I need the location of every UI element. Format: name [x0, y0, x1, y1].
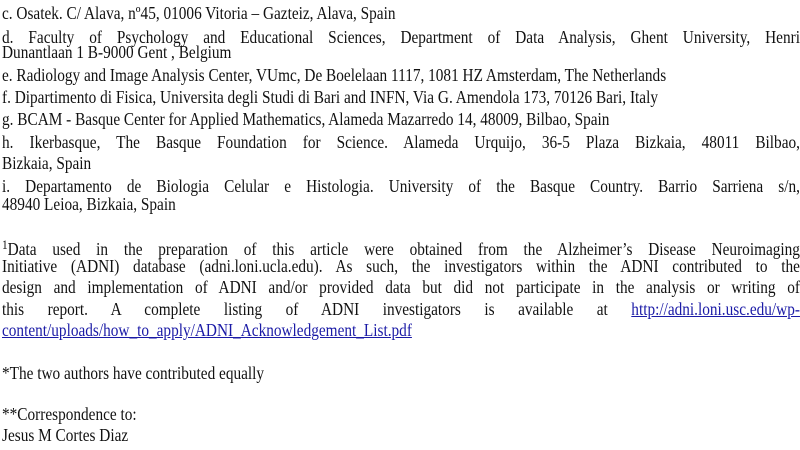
affiliation-i-line1: i. Departamento de Biologia Celular e Histologia. University of the Basque Country. Barrio Sarriena s/n,	[2, 176, 800, 196]
footnote-line4	[2, 299, 800, 319]
affiliation-h-line1: h. Ikerbasque, The Basque Foundation for Science. Alameda Urquijo, 36-5 Plaza Bizkaia, 48011 Bilbao,	[2, 132, 800, 152]
affiliation-e: e. Radiology and Image Analysis Center, VUmc, De Boelelaan 1117, 1081 HZ Amsterdam, The Netherlands	[2, 65, 667, 85]
equal-contribution-note: *The two authors have contributed equally	[2, 363, 265, 383]
correspondence-name: Jesus M Cortes Diaz	[2, 425, 129, 445]
affiliation-d-line2: Dunantlaan 1 B-9000 Gent , Belgium	[2, 42, 232, 62]
affiliation-i-line2: 48940 Leioa, Bizkaia, Spain	[2, 194, 176, 214]
footnote-marker: 1	[2, 237, 8, 252]
adni-link-part1[interactable]: http://adni.loni.usc.edu/wp-	[631, 299, 800, 319]
footnote-line5	[2, 320, 800, 340]
affiliation-f: f. Dipartimento di Fisica, Universita degli Studi di Bari and INFN, Via G. Amendola 173, 70126 Bari, Italy	[2, 87, 658, 107]
affiliation-h-line2: Bizkaia, Spain	[2, 153, 92, 173]
footnote-text: Data used in the preparation of this article were obtained from the Alzheimer’s Disease Neuroimaging	[7, 239, 800, 259]
adni-link-part2[interactable]: content/uploads/how_to_apply/ADNI_Acknowledgement_List.pdf	[2, 320, 412, 340]
correspondence-label: **Correspondence to:	[2, 404, 137, 424]
footnote-line2: Initiative (ADNI) database (adni.loni.ucla.edu). As such, the investigators within the ADNI contributed to the	[2, 256, 800, 276]
affiliation-g: g. BCAM - Basque Center for Applied Mathematics, Alameda Mazarredo 14, 48009, Bilbao, Spain	[2, 109, 610, 129]
footnote-line3: design and implementation of ADNI and/or provided data but did not participate in the analysis or writing of	[2, 277, 800, 297]
footnote-text: this report. A complete listing of ADNI investigators is available at	[2, 299, 608, 319]
affiliation-c: c. Osatek. C/ Alava, nº45, 01006 Vitoria – Gazteiz, Alava, Spain	[2, 3, 396, 23]
affiliation-d-line1: d. Faculty of Psychology and Educational Sciences, Department of Data Analysis, Ghent University, Henri	[2, 27, 800, 47]
